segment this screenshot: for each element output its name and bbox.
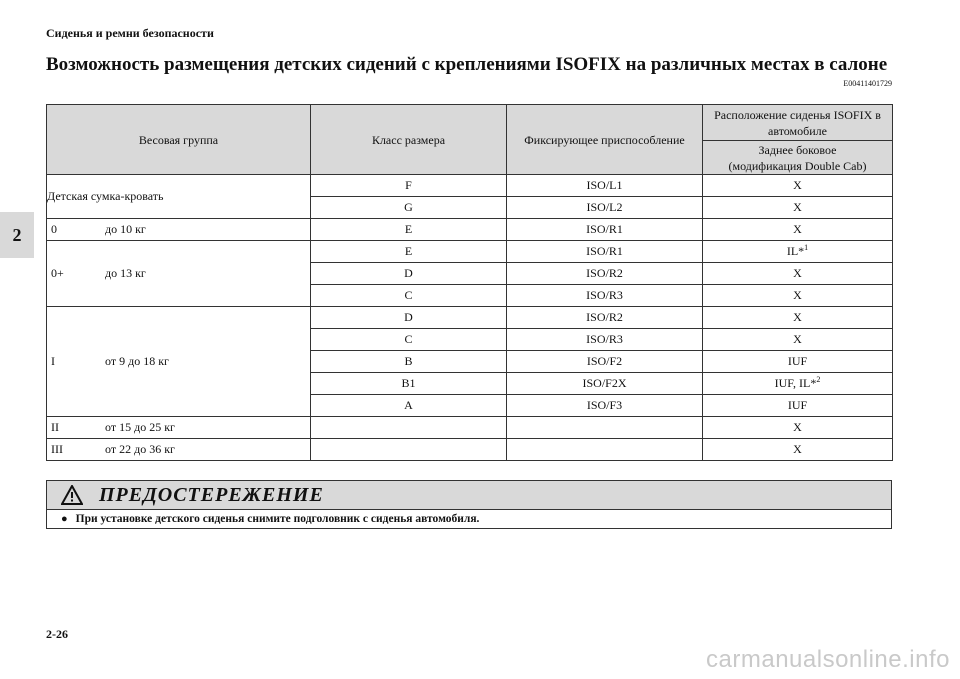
size-cell: G	[311, 197, 507, 219]
warning-title: ПРЕДОСТЕРЕЖЕНИЕ	[99, 483, 324, 506]
group-name: 0	[51, 222, 57, 236]
group-0	[47, 219, 311, 241]
header-position: Расположение сиденья ISOFIX в автомобиле	[703, 105, 893, 141]
size-cell: B1	[311, 373, 507, 395]
chapter-tab: 2	[0, 212, 34, 258]
rear-cell: X	[703, 329, 893, 351]
rear-cell: IUF	[703, 351, 893, 373]
rear-cell: X	[703, 197, 893, 219]
fixture-cell: ISO/F3	[507, 395, 703, 417]
rear-cell	[703, 241, 893, 263]
table-row	[47, 439, 893, 461]
header-rear-side	[703, 141, 893, 175]
page-title: Возможность размещения детских сидений с креплениями ISOFIX на различных местах в салоне	[46, 54, 888, 75]
fixture-cell	[507, 417, 703, 439]
group-name: II	[51, 420, 59, 434]
fixture-cell: ISO/R2	[507, 263, 703, 285]
group-ii	[47, 417, 311, 439]
fixture-cell: ISO/R3	[507, 285, 703, 307]
fixture-cell: ISO/F2	[507, 351, 703, 373]
fixture-cell: ISO/L2	[507, 197, 703, 219]
size-cell	[311, 439, 507, 461]
fixture-cell: ISO/R3	[507, 329, 703, 351]
group-weight: от 15 до 25 кг	[105, 420, 175, 434]
size-cell: D	[311, 307, 507, 329]
warning-text: При установке детского сиденья снимите подголовник с сиденья автомобиля.	[75, 513, 480, 525]
size-cell	[311, 417, 507, 439]
fixture-cell: ISO/R1	[507, 219, 703, 241]
table-row	[47, 417, 893, 439]
group-name: 0+	[51, 266, 64, 280]
fixture-cell	[507, 439, 703, 461]
group-weight: до 10 кг	[105, 222, 146, 236]
warning-triangle-icon	[61, 485, 83, 505]
size-cell: A	[311, 395, 507, 417]
footnote-marker: 1	[804, 243, 809, 252]
rear-cell: X	[703, 263, 893, 285]
group-name: III	[51, 442, 63, 456]
table-row	[47, 175, 893, 197]
size-cell: E	[311, 219, 507, 241]
watermark-link[interactable]: carmanualsonline.info	[706, 646, 950, 673]
size-cell: F	[311, 175, 507, 197]
table-row	[47, 307, 893, 329]
fixture-cell: ISO/F2X	[507, 373, 703, 395]
page-number: 2-26	[46, 627, 68, 641]
group-i	[47, 307, 311, 417]
size-cell: B	[311, 351, 507, 373]
warning-box	[46, 480, 892, 529]
rear-cell: X	[703, 417, 893, 439]
section-header: Сиденья и ремни безопасности	[46, 26, 214, 40]
footnote-marker: 2	[816, 375, 821, 384]
size-cell: C	[311, 329, 507, 351]
group-iii	[47, 439, 311, 461]
size-cell: D	[311, 263, 507, 285]
size-cell: E	[311, 241, 507, 263]
rear-cell	[703, 373, 893, 395]
fixture-cell: ISO/L1	[507, 175, 703, 197]
rear-cell: X	[703, 439, 893, 461]
rear-cell: X	[703, 219, 893, 241]
header-weight-group: Весовая группа	[47, 105, 311, 175]
header-size-class: Класс размера	[311, 105, 507, 175]
group-carrycot: Детская сумка-кровать	[47, 175, 311, 219]
isofix-table	[46, 104, 893, 461]
table-row	[47, 219, 893, 241]
group-name: I	[51, 354, 55, 368]
rear-cell: X	[703, 175, 893, 197]
rear-value: IL*	[786, 244, 805, 258]
rear-cell: X	[703, 307, 893, 329]
group-weight: от 22 до 36 кг	[105, 442, 175, 456]
fixture-cell: ISO/R1	[507, 241, 703, 263]
rear-cell: IUF	[703, 395, 893, 417]
size-cell: C	[311, 285, 507, 307]
group-weight: до 13 кг	[105, 266, 146, 280]
warning-body	[47, 510, 891, 528]
warning-header	[47, 481, 891, 510]
header-rear-side-line1: Заднее боковое	[758, 142, 837, 157]
table-row	[47, 241, 893, 263]
bullet-icon: ●	[61, 513, 68, 525]
rear-value: IUF, IL*	[774, 376, 817, 390]
reference-code: E00411401729	[843, 79, 892, 88]
rear-cell: X	[703, 285, 893, 307]
header-rear-side-line2: (модификация Double Cab)	[728, 158, 867, 173]
group-0-plus	[47, 241, 311, 307]
fixture-cell: ISO/R2	[507, 307, 703, 329]
group-weight: от 9 до 18 кг	[105, 354, 169, 368]
header-fixture: Фиксирующее приспособление	[507, 105, 703, 175]
